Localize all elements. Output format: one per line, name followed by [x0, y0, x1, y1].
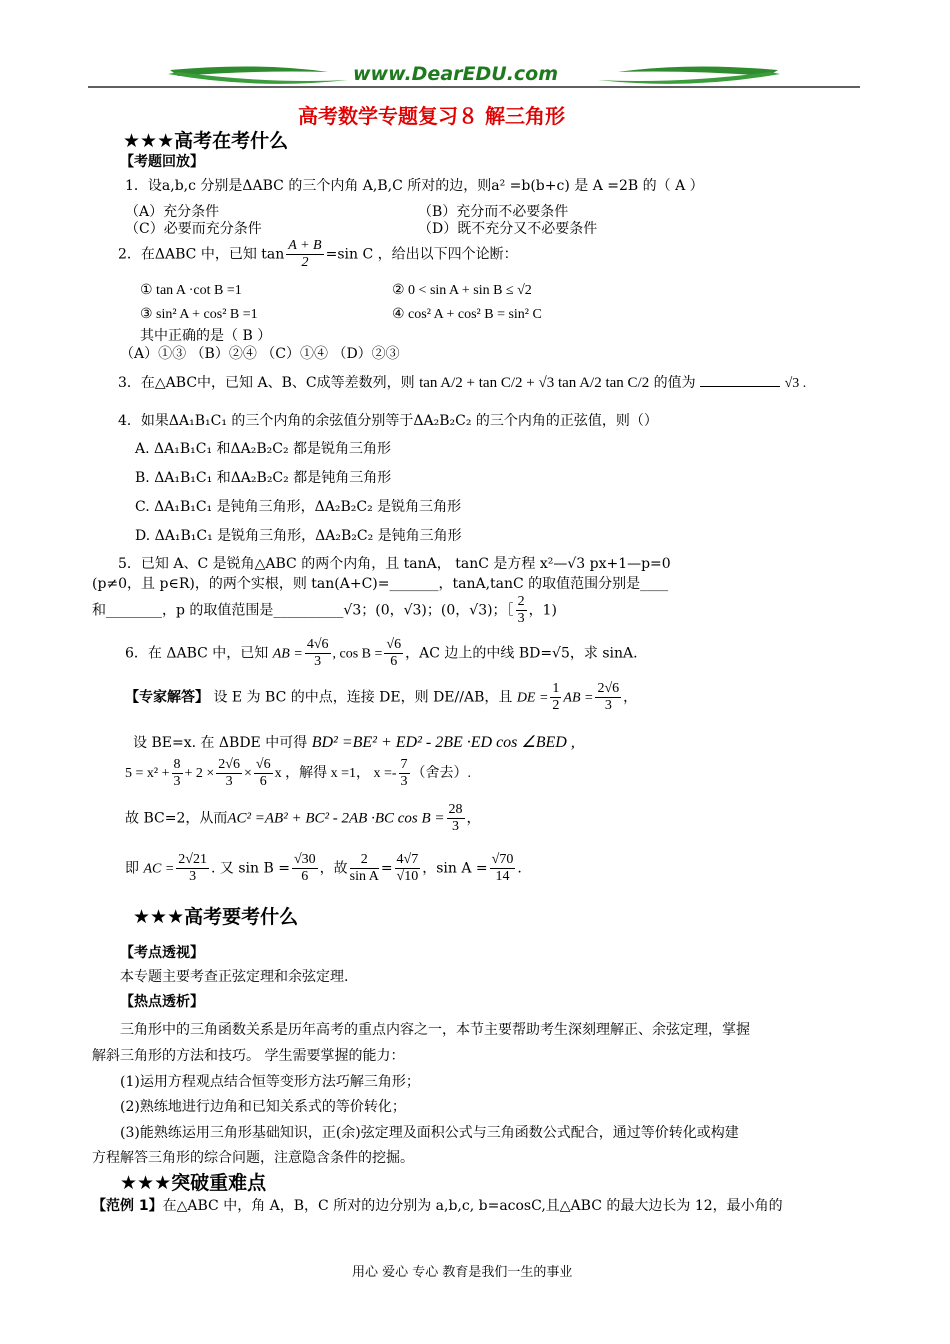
solution-l4-end: ，	[466, 810, 481, 827]
q2-stem-pre: 2．在ΔABC 中，已知 tan	[118, 246, 285, 263]
header-banner	[88, 60, 860, 92]
frac-num: 2√21	[176, 852, 209, 869]
q5-line-1: 5．已知 A、C 是锐角△ABC 的两个内角，且 tanA， tanC 是方程 x²—√3 px+1—p=0	[118, 556, 671, 572]
frac-den: 3	[225, 774, 233, 790]
frac-den: 3	[173, 774, 181, 790]
q4-option-b: B. ΔA₁B₁C₁ 和ΔA₂B₂C₂ 都是钝角三角形	[135, 470, 392, 486]
q2-claim-2: ② 0 < sin A + sin B ≤ √2	[392, 283, 532, 298]
solution-line-2	[133, 732, 575, 752]
frac-num: 1	[550, 681, 561, 698]
frac-den: 3	[189, 869, 197, 885]
q5-line-3-post: ，1)	[528, 602, 557, 619]
q2-stem-post: =sin C ，给出以下四个论断：	[325, 246, 518, 263]
frac-den: 6	[301, 869, 309, 885]
solution-l5-mid1: . 又 sin B =	[210, 860, 290, 877]
solution-l3-frac2	[216, 757, 242, 790]
solution-l4-frac	[447, 802, 465, 835]
q6-ab-label: AB =	[272, 646, 303, 662]
q3-tail: √3 .	[784, 376, 807, 391]
frac-den: 2	[552, 698, 560, 714]
solution-l3-end: （舍去）.	[411, 765, 472, 781]
frac-num: 28	[447, 802, 465, 819]
solution-l3-mid: + 2 ×	[184, 765, 215, 781]
frac-num: 2	[350, 852, 379, 869]
frac-num: √30	[292, 852, 318, 869]
solution-l5-end: .	[517, 860, 522, 877]
section2-item-2: (2)熟练地进行边角和已知关系式的等价转化；	[120, 1099, 406, 1115]
frac-den: 3	[604, 698, 612, 714]
q3-post: 的值为	[653, 375, 696, 391]
q3-line	[118, 372, 806, 392]
q5-fraction	[516, 594, 527, 627]
solution-label: 【专家解答】	[125, 689, 209, 706]
frac-den: 6	[259, 774, 267, 790]
q6-cos-label: , cos B =	[332, 646, 383, 662]
frac-num: 8	[172, 757, 183, 774]
solution-line-1	[125, 681, 637, 714]
frac-num: √6	[254, 757, 273, 774]
frac-den: 14	[495, 869, 510, 885]
q5-line-2: (p≠0，且 p∈R)，的两个实根，则 tan(A+C)=_______，tanA,tanC 的取值范围分别是____	[92, 576, 669, 592]
site-logo-text: www.DearEDU.com	[353, 63, 559, 85]
solution-l3-times: ×	[243, 765, 252, 781]
frac-den: √10	[396, 869, 419, 885]
q2-fraction-den: 2	[301, 255, 309, 271]
solution-l2-pre: 设 BE=x. 在 ΔBDE 中可得	[133, 735, 308, 751]
solution-l3-pre: 5 = x² +	[125, 765, 170, 781]
q1-option-d: （D）既不充分又不必要条件	[418, 221, 598, 237]
solution-l1-de: DE =	[516, 690, 549, 706]
solution-line-3	[125, 757, 471, 790]
frac-den: 3	[452, 819, 460, 835]
solution-l1-frac1	[550, 681, 561, 714]
frac-den: sin A	[349, 869, 379, 885]
q6-pre: 6．在 ΔABC 中，已知	[125, 645, 269, 662]
solution-l1-frac2	[595, 681, 621, 714]
solution-l5-ac: AC =	[143, 861, 175, 877]
q6-cos-num: √6	[384, 637, 403, 654]
q5-line-3-pre: 和________，p 的取值范围是__________√3；(0，√3)；(0，√3)；［	[92, 602, 514, 619]
solution-l5-pre: 即	[125, 860, 139, 877]
section-heading-1: ★★★高考在考什么	[123, 130, 289, 152]
q2-stem	[118, 238, 518, 271]
solution-l3-frac3	[254, 757, 273, 790]
q2-fraction	[286, 238, 323, 271]
q6-line	[125, 637, 638, 670]
solution-l3-post: x ，解得 x =1， x =-	[274, 765, 397, 781]
frac-num: 2√6	[595, 681, 621, 698]
q5-line-3	[92, 594, 557, 627]
section2-paragraph-2b: 解斜三角形的方法和技巧。 学生需要掌握的能力：	[92, 1048, 405, 1064]
section-heading-3: ★★★突破重难点	[120, 1172, 267, 1194]
solution-line-4	[125, 802, 481, 835]
q6-ab-fraction	[305, 637, 331, 670]
section-label-review: 【考题回放】	[120, 154, 204, 170]
solution-l5-mid3: ，sin A =	[422, 860, 488, 877]
q3-expression: tan A/2 + tan C/2 + √3 tan A/2 tan C/2	[419, 375, 650, 391]
section2-paragraph-1: 本专题主要考查正弦定理和余弦定理.	[120, 969, 349, 985]
frac-num: √70	[490, 852, 516, 869]
frac-num: 4√7	[395, 852, 421, 869]
solution-l1-ab: AB =	[563, 690, 594, 706]
example-1-text: 在△ABC 中，角 A，B，C 所对的边分别为 a,b,c, b=acosC,且△ABC 的最大边长为 12，最小角的	[162, 1198, 783, 1214]
section-label-focus: 【考点透视】	[120, 945, 204, 961]
solution-l5-mid2: ，故	[319, 860, 348, 877]
q5-fraction-num: 2	[516, 594, 527, 611]
solution-l5-frac4	[395, 852, 421, 885]
section2-item-3a: (3)能熟练运用三角形基础知识，正(余)弦定理及面积公式与三角函数公式配合，通过等价转化或构建	[120, 1125, 739, 1141]
solution-l1-end: ，	[623, 689, 638, 706]
example-1-label: 【范例 1】	[92, 1198, 163, 1214]
example-1-line	[92, 1195, 783, 1215]
q6-cos-fraction	[384, 637, 403, 670]
q4-option-a: A. ΔA₁B₁C₁ 和ΔA₂B₂C₂ 都是锐角三角形	[135, 441, 392, 457]
solution-l4-pre: 故 BC=2，从而	[125, 810, 228, 827]
section2-paragraph-2a: 三角形中的三角函数关系是历年高考的重点内容之一，本节主要帮助考生深刻理解正、余弦定理，掌握	[120, 1022, 750, 1038]
solution-l3-frac1	[172, 757, 183, 790]
section-label-hotspot: 【热点透析】	[120, 994, 204, 1010]
frac-num: 7	[399, 757, 410, 774]
solution-l5-frac2	[292, 852, 318, 885]
q3-answer-blank	[700, 386, 780, 387]
solution-l2-equation: BD² =BE² + ED² - 2BE ·ED cos ∠BED ,	[311, 734, 575, 751]
q2-claim-4: ④ cos² A + cos² B = sin² C	[392, 307, 542, 322]
solution-l5-eq: =	[380, 860, 393, 877]
section2-item-3b: 方程解答三角形的综合问题，注意隐含条件的挖掘。	[92, 1150, 414, 1166]
q4-stem: 4．如果ΔA₁B₁C₁ 的三个内角的余弦值分别等于ΔA₂B₂C₂ 的三个内角的正弦值，则（）	[118, 413, 658, 429]
q2-options: （A）①③ （B）②④ （C）①④ （D）②③	[120, 346, 400, 362]
solution-l1-pre: 设 E 为 BC 的中点，连接 DE，则 DE//AB，且	[209, 689, 513, 706]
q2-fraction-num: A + B	[286, 238, 323, 255]
q1-option-a: （A）充分条件	[125, 204, 220, 220]
q6-ab-num: 4√6	[305, 637, 331, 654]
page-footer: 用心 爱心 专心 教育是我们一生的事业	[352, 1265, 573, 1280]
q6-ab-den: 3	[314, 654, 322, 670]
solution-l5-frac3	[350, 852, 379, 885]
q6-cos-den: 6	[390, 654, 398, 670]
frac-den: 3	[400, 774, 408, 790]
q6-post: ，AC 边上的中线 BD=√5，求 sinA.	[405, 645, 638, 662]
section2-item-1: (1)运用方程观点结合恒等变形方法巧解三角形；	[120, 1074, 420, 1090]
q2-claim-1: ① tan A ·cot B =1	[140, 283, 242, 298]
document-title: 高考数学专题复习８ 解三角形	[298, 104, 565, 128]
solution-l5-frac1	[176, 852, 209, 885]
solution-l3-frac4	[399, 757, 410, 790]
q1-option-c: （C）必要而充分条件	[125, 221, 262, 237]
q4-option-d: D. ΔA₁B₁C₁ 是锐角三角形，ΔA₂B₂C₂ 是钝角三角形	[135, 528, 462, 544]
q3-pre: 3．在△ABC中，已知 A、B、C成等差数列，则	[118, 375, 415, 391]
q2-claim-3: ③ sin² A + cos² B =1	[140, 307, 258, 322]
q4-option-c: C. ΔA₁B₁C₁ 是钝角三角形，ΔA₂B₂C₂ 是锐角三角形	[135, 499, 462, 515]
solution-l4-equation: AC² =AB² + BC² - 2AB ·BC cos B =	[227, 810, 445, 827]
q1-option-b: （B）充分而不必要条件	[418, 204, 569, 220]
frac-num: 2√6	[216, 757, 242, 774]
section-heading-2: ★★★高考要考什么	[133, 906, 299, 928]
solution-line-5	[125, 852, 522, 885]
q2-answer: 其中正确的是（ B ）	[140, 328, 272, 344]
solution-l5-frac5	[490, 852, 516, 885]
q1-stem: 1．设a,b,c 分别是ΔABC 的三个内角 A,B,C 所对的边，则a² =b(b+c) 是 A =2B 的（ A ）	[125, 178, 704, 194]
q5-fraction-den: 3	[517, 611, 525, 627]
